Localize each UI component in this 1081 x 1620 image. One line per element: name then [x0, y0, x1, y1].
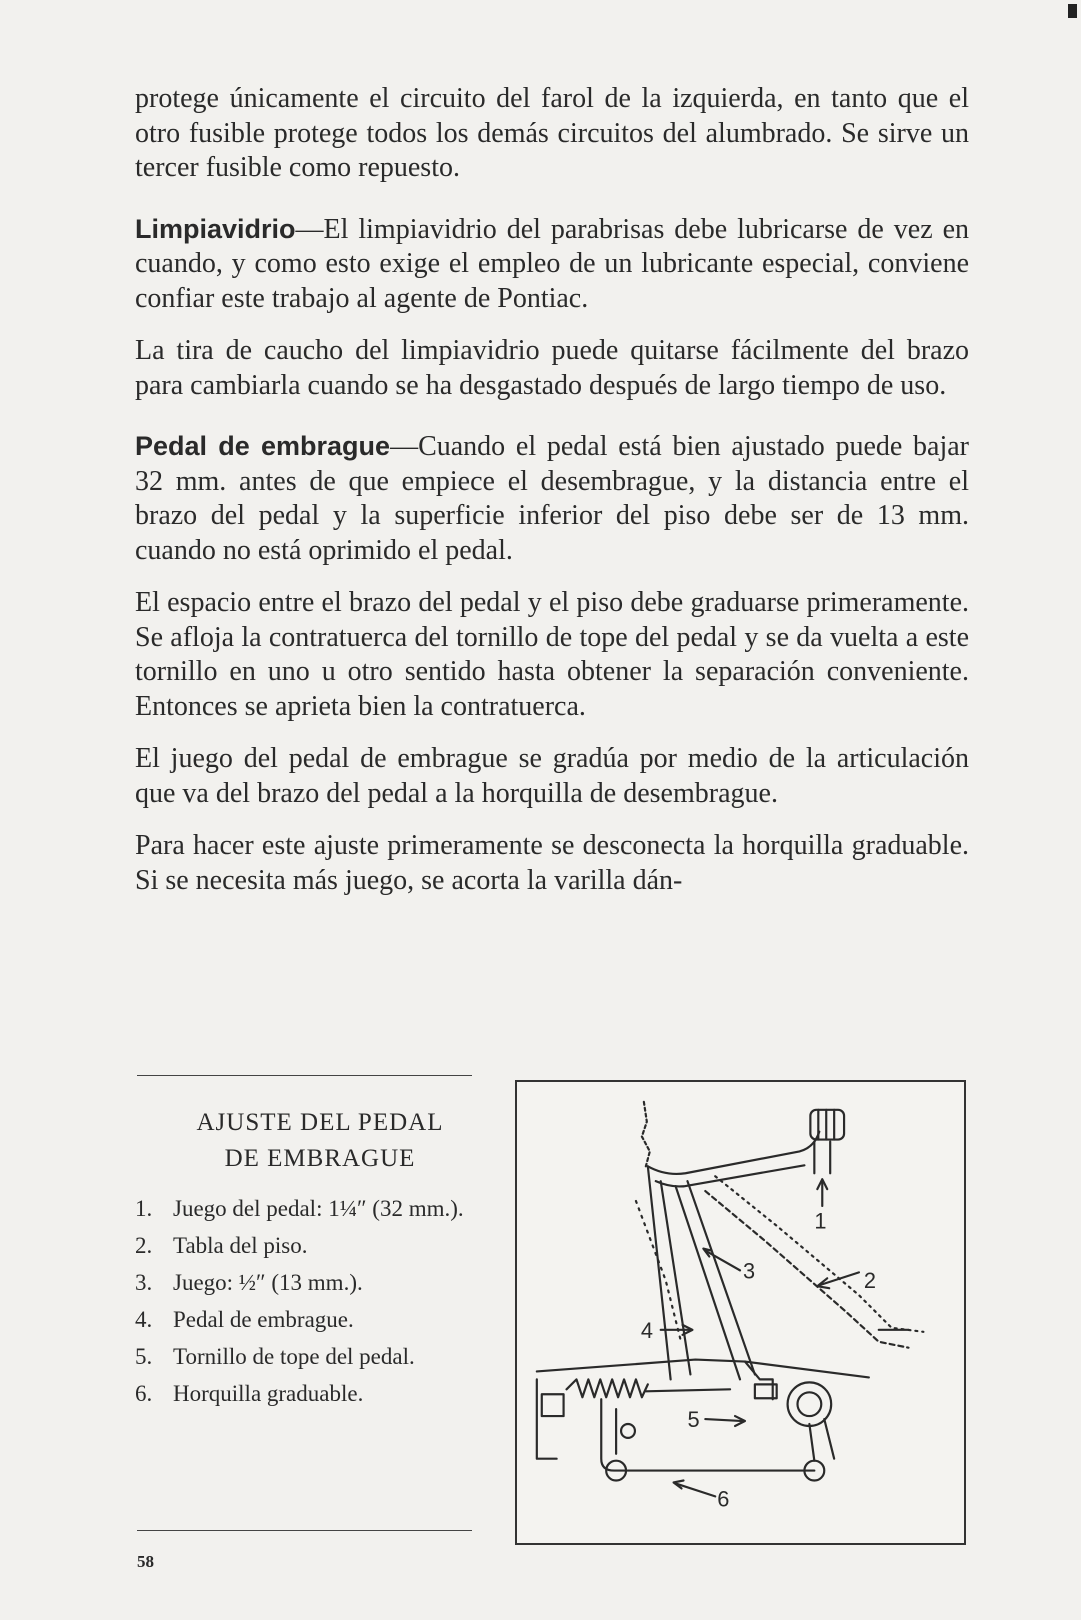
- heading-clutch: Pedal de embrague: [135, 431, 391, 461]
- caption-item: [135, 1195, 475, 1222]
- scan-corner-mark: [1068, 4, 1077, 18]
- paragraph-fuse: protege únicamente el circuito del farol de la izquierda, en tanto que el otro fusible protege todos los demás circuitos del alumbrado. Se sirve un tercer fusible como repuesto.: [135, 83, 969, 183]
- caption-item: [135, 1380, 475, 1407]
- spring-rod: [646, 1389, 730, 1391]
- caption-item-number: 4.: [135, 1307, 153, 1332]
- pivot-hub-inner: [797, 1392, 821, 1416]
- label-6: 6: [717, 1486, 730, 1512]
- label-4: 4: [640, 1317, 654, 1343]
- caption-item-number: 5.: [135, 1344, 153, 1369]
- label-5: 5: [687, 1406, 700, 1432]
- label-2: 2: [863, 1268, 877, 1294]
- caption-title: [170, 1105, 470, 1177]
- caption-bottom-rule: [137, 1530, 472, 1531]
- paragraph-wiper: [135, 212, 969, 317]
- caption-item: [135, 1269, 475, 1296]
- caption-item: [135, 1232, 475, 1259]
- caption-title-line-2: DE EMBRAGUE: [224, 1145, 416, 1172]
- paragraph-clutch-play: El juego del pedal de embrague se gradúa por medio de la articulación que va del brazo del pedal a la horquilla de desembrague.: [135, 743, 969, 809]
- paragraph-wiper-rubber: La tira de caucho del limpiavidrio puede quitarse fácilmente del brazo para cambiarla cuando se ha desgastado después de largo tiempo de uso.: [135, 335, 969, 401]
- body-text: [135, 82, 969, 916]
- caption-item: [135, 1306, 475, 1333]
- link-pin: [621, 1424, 635, 1438]
- pedal-arm-top-inner: [656, 1165, 805, 1186]
- heading-wiper: Limpiavidrio: [135, 213, 296, 244]
- clutch-text: —Cuando el pedal está bien ajustado puede bajar 32 mm. antes de que empiece el desembrague, y la distancia entre el brazo del pedal y la superficie inferior del piso debe ser de 13 mm. cuando no está oprimido el pedal.: [135, 431, 969, 566]
- caption-item-text: Pedal de embrague.: [173, 1307, 354, 1332]
- link-arm: [809, 1424, 814, 1461]
- caption-item-text: Juego: ½″ (13 mm.).: [173, 1270, 363, 1295]
- caption-item-number: 1.: [135, 1196, 153, 1221]
- pedal-lever: [676, 1186, 740, 1379]
- paragraph-adjustment: Para hacer este ajuste primeramente se desconecta la horquilla graduable. Si se necesita más juego, se acorta la varilla dán-: [135, 830, 969, 896]
- cable-line: [642, 1102, 650, 1166]
- caption-item-text: Tornillo de tope del pedal.: [173, 1344, 415, 1369]
- caption-item-text: Juego del pedal: 1¼″ (32 mm.).: [173, 1196, 464, 1221]
- arrow-6: [676, 1483, 716, 1496]
- paragraph-clutch: [135, 429, 969, 568]
- caption-item: [135, 1343, 475, 1370]
- label-1: 1: [814, 1208, 827, 1234]
- page-number: 58: [137, 1552, 154, 1571]
- caption-item-text: Tabla del piso.: [173, 1233, 308, 1258]
- caption-item-text: Horquilla graduable.: [173, 1381, 364, 1406]
- left-bracket: [537, 1379, 557, 1458]
- stop-screw: [745, 1362, 773, 1400]
- caption-list: [135, 1195, 475, 1407]
- caption-item-number: 6.: [135, 1381, 153, 1406]
- arrow-3: [705, 1251, 740, 1271]
- diagram-svg: [517, 1082, 964, 1543]
- paragraph-clutch-gap: El espacio entre el brazo del pedal y el piso debe graduarse primeramente. Se afloja la contratuerca del tornillo de tope del pedal y se da vuelta a este tornillo en uno u otro sentido hasta obtener la separación conveniente. Entonces se aprieta bien la contratuerca.: [135, 587, 969, 722]
- caption-item-number: 2.: [135, 1233, 153, 1258]
- link-arm-2: [824, 1419, 834, 1459]
- caption-title-line-1: AJUSTE DEL PEDAL: [196, 1109, 444, 1136]
- bracket-plate: [542, 1394, 564, 1416]
- return-spring: [567, 1379, 648, 1397]
- pedal-arm-left: [648, 1166, 671, 1379]
- wiper-text: —El limpiavidrio del parabrisas debe lubricarse de vez en cuando, y como esto exige el empleo de un lubricante especial, conviene confiar este trabajo al agente de Pontiac.: [135, 213, 969, 314]
- caption-item-number: 3.: [135, 1270, 153, 1295]
- figure-caption: [135, 1105, 475, 1417]
- caption-top-rule: [137, 1075, 472, 1076]
- floor-board: [705, 1191, 908, 1348]
- clutch-pedal-diagram: [515, 1080, 966, 1545]
- label-3: 3: [742, 1258, 756, 1284]
- arrow-5: [705, 1419, 743, 1421]
- floor-board-outline: [715, 1176, 923, 1332]
- cross-shaft: [537, 1360, 869, 1378]
